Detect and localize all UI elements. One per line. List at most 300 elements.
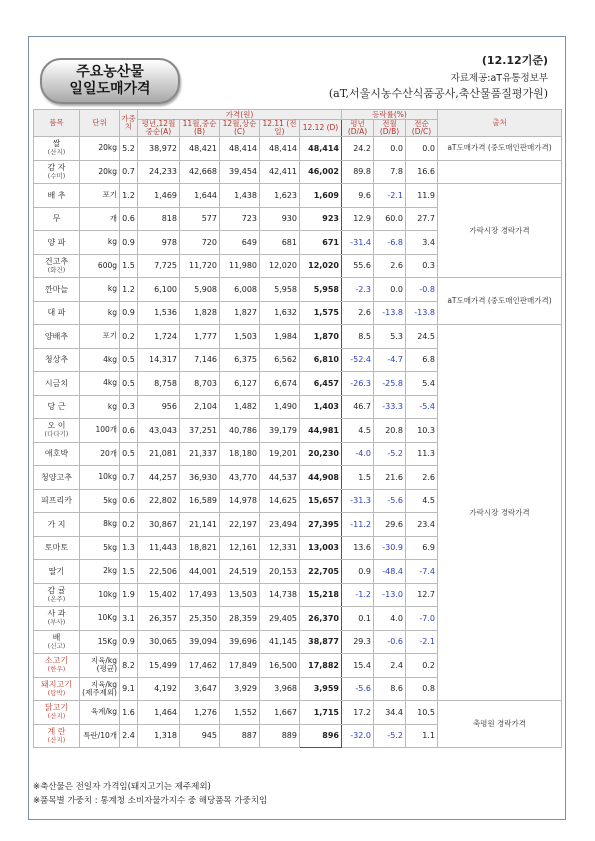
change-db-cell: 8.6 [374,677,406,701]
header-col-b: 11월,중순 (B) [180,120,220,137]
price-prev-cell: 889 [260,724,300,748]
price-today-cell: 5,958 [300,278,342,302]
price-c-cell: 22,197 [220,513,260,537]
change-dc-cell: 11.3 [406,442,438,466]
price-table [33,109,562,748]
price-prev-cell: 1,984 [260,325,300,349]
unit-cell: 5kg [80,489,120,513]
price-b-cell: 945 [180,724,220,748]
price-prev-cell: 20,153 [260,560,300,584]
price-b-cell: 2,104 [180,395,220,419]
price-c-cell: 1,482 [220,395,260,419]
weight-cell: 0.5 [120,372,138,396]
unit-cell: 15Kg [80,630,120,654]
price-b-cell: 25,350 [180,607,220,631]
item-name: 애호박 [44,449,69,459]
price-a-cell: 15,402 [138,583,180,607]
price-today-cell: 44,908 [300,466,342,490]
price-a-cell: 24,233 [138,160,180,184]
price-a-cell: 26,357 [138,607,180,631]
change-db-cell: 0.0 [374,278,406,302]
source-cell: 축평원 경락가격 [438,701,562,748]
item-name: 양배추 [44,331,69,341]
change-db-cell: 4.0 [374,607,406,631]
unit-cell: 100개 [80,419,120,443]
price-a-cell: 44,257 [138,466,180,490]
change-db-cell: -0.6 [374,630,406,654]
weight-cell: 2.4 [120,724,138,748]
price-a-cell: 1,318 [138,724,180,748]
item-name-cell [34,137,80,161]
weight-cell: 0.9 [120,630,138,654]
weight-cell: 1.5 [120,560,138,584]
price-a-cell: 8,758 [138,372,180,396]
change-dc-cell: -7.0 [406,607,438,631]
unit-cell: 20kg [80,137,120,161]
price-c-cell: 14,978 [220,489,260,513]
item-name: 감 귤 [47,585,66,595]
change-db-cell: 29.6 [374,513,406,537]
item-subname: (수미) [47,171,66,180]
item-name-cell [34,254,80,278]
change-db-cell: -5.2 [374,442,406,466]
change-da-cell: -11.2 [342,513,374,537]
unit-cell: 10Kg [80,607,120,631]
price-today-cell: 48,414 [300,137,342,161]
change-dc-cell: 10.3 [406,419,438,443]
weight-cell: 8.2 [120,654,138,678]
item-name: 배 [52,632,61,642]
item-name: 배 추 [47,190,66,200]
price-today-cell: 1,609 [300,184,342,208]
change-db-cell: 5.3 [374,325,406,349]
change-dc-cell: 5.4 [406,372,438,396]
header-col-db: 전월 (D/B) [374,120,406,137]
price-c-cell: 48,414 [220,137,260,161]
data-provider: 자료제공:aT유통정보부 [450,73,548,84]
source-cell: aT도매가격 (중도매인판매가격) [438,137,562,161]
item-name-cell [34,560,80,584]
price-prev-cell: 3,968 [260,677,300,701]
price-prev-cell: 12,020 [260,254,300,278]
header-col-prev: 12.11 (전일) [260,120,300,137]
price-table-body [34,137,562,748]
unit-cell: 10kg [80,583,120,607]
price-prev-cell: 44,537 [260,466,300,490]
change-dc-cell: 16.6 [406,160,438,184]
price-a-cell: 956 [138,395,180,419]
item-name-cell [34,583,80,607]
change-dc-cell: 3.4 [406,231,438,255]
price-c-cell: 6,375 [220,348,260,372]
item-name: 피프리카 [41,496,72,506]
item-name-cell [34,442,80,466]
price-a-cell: 30,065 [138,630,180,654]
price-b-cell: 36,930 [180,466,220,490]
change-da-cell: 2.6 [342,301,374,325]
change-da-cell: -32.0 [342,724,374,748]
change-da-cell: -31.3 [342,489,374,513]
price-today-cell: 22,705 [300,560,342,584]
unit-cell: 20개 [80,442,120,466]
item-name-cell [34,701,80,725]
unit-cell: kg [80,278,120,302]
item-name-cell [34,630,80,654]
price-today-cell: 17,882 [300,654,342,678]
price-today-cell: 15,657 [300,489,342,513]
price-a-cell: 11,443 [138,536,180,560]
change-db-cell: -13.0 [374,583,406,607]
change-dc-cell: 0.2 [406,654,438,678]
price-today-cell: 923 [300,207,342,231]
price-b-cell: 21,141 [180,513,220,537]
price-c-cell: 887 [220,724,260,748]
item-name-cell [34,160,80,184]
change-dc-cell: 27.7 [406,207,438,231]
header-source: 출처 [438,110,562,137]
change-dc-cell: -2.1 [406,630,438,654]
unit-cell: 육계/kg [80,701,120,725]
item-name: 건고추 [44,256,69,266]
item-name: 오 이 [47,421,66,431]
item-name-cell [34,372,80,396]
price-c-cell: 1,503 [220,325,260,349]
weight-cell: 0.6 [120,207,138,231]
change-db-cell: 0.0 [374,137,406,161]
weight-cell: 0.6 [120,419,138,443]
price-a-cell: 4,192 [138,677,180,701]
price-prev-cell: 6,562 [260,348,300,372]
change-db-cell: 2.6 [374,254,406,278]
price-today-cell: 38,877 [300,630,342,654]
weight-cell: 0.9 [120,301,138,325]
item-name: 양 파 [47,237,66,247]
price-b-cell: 1,828 [180,301,220,325]
change-da-cell: 0.9 [342,560,374,584]
unit-cell: 지육/kg (제주제외) [80,677,120,701]
header-weight: 가중치 [120,110,138,137]
price-a-cell: 1,724 [138,325,180,349]
price-today-cell: 26,370 [300,607,342,631]
price-a-cell: 15,499 [138,654,180,678]
price-b-cell: 11,720 [180,254,220,278]
price-today-cell: 13,003 [300,536,342,560]
change-db-cell: 2.4 [374,654,406,678]
price-a-cell: 30,867 [138,513,180,537]
price-a-cell: 818 [138,207,180,231]
price-prev-cell: 39,179 [260,419,300,443]
item-name-cell [34,677,80,701]
price-a-cell: 38,972 [138,137,180,161]
weight-cell: 1.5 [120,254,138,278]
item-name: 가 지 [47,519,66,529]
footnote-livestock: ※축산물은 전일자 가격임(돼지고기는 제주제외) [33,782,211,792]
change-da-cell: -52.4 [342,348,374,372]
change-dc-cell: 6.8 [406,348,438,372]
change-da-cell: 29.3 [342,630,374,654]
change-db-cell: 7.8 [374,160,406,184]
price-c-cell: 18,180 [220,442,260,466]
price-prev-cell: 1,490 [260,395,300,419]
title-line-2: 일일도매가격 [69,81,151,97]
price-prev-cell: 930 [260,207,300,231]
item-name-cell [34,184,80,208]
price-a-cell: 21,081 [138,442,180,466]
unit-cell: 특란/10개 [80,724,120,748]
price-b-cell: 37,251 [180,419,220,443]
price-b-cell: 3,647 [180,677,220,701]
change-dc-cell: -0.8 [406,278,438,302]
footnote-weights: ※품목별 가중치 : 통계청 소비자물가지수 중 해당품목 가중치임 [33,796,268,806]
item-name-cell [34,654,80,678]
price-today-cell: 671 [300,231,342,255]
item-name-cell [34,419,80,443]
change-da-cell: 15.4 [342,654,374,678]
item-subname: (한우) [47,665,66,674]
change-da-cell: -4.0 [342,442,374,466]
price-prev-cell: 42,411 [260,160,300,184]
price-a-cell: 978 [138,231,180,255]
change-da-cell: -31.4 [342,231,374,255]
price-b-cell: 16,589 [180,489,220,513]
price-c-cell: 12,161 [220,536,260,560]
weight-cell: 5.2 [120,137,138,161]
item-subname: (부사) [47,618,66,627]
item-name-cell [34,724,80,748]
change-da-cell: 24.2 [342,137,374,161]
price-prev-cell: 5,958 [260,278,300,302]
weight-cell: 1.6 [120,701,138,725]
price-b-cell: 42,668 [180,160,220,184]
price-a-cell: 22,802 [138,489,180,513]
price-prev-cell: 16,500 [260,654,300,678]
price-prev-cell: 12,331 [260,536,300,560]
price-b-cell: 17,493 [180,583,220,607]
weight-cell: 1.2 [120,184,138,208]
table-row [34,160,562,184]
price-c-cell: 6,127 [220,372,260,396]
price-today-cell: 896 [300,724,342,748]
item-name-cell [34,466,80,490]
price-today-cell: 6,457 [300,372,342,396]
unit-cell: kg [80,231,120,255]
change-db-cell: 20.8 [374,419,406,443]
price-prev-cell: 681 [260,231,300,255]
change-dc-cell: 0.0 [406,137,438,161]
unit-cell: 포기 [80,325,120,349]
unit-cell: 개 [80,207,120,231]
change-da-cell: -2.3 [342,278,374,302]
change-dc-cell: 1.1 [406,724,438,748]
header-unit: 단위 [80,110,120,137]
price-b-cell: 1,644 [180,184,220,208]
change-da-cell: 13.6 [342,536,374,560]
price-a-cell: 43,043 [138,419,180,443]
weight-cell: 0.2 [120,513,138,537]
price-c-cell: 649 [220,231,260,255]
item-name: 당 근 [47,402,66,412]
source-cell: 가락시장 경락가격 [438,325,562,701]
source-cell [438,160,562,184]
item-subname: (산지) [47,735,66,744]
weight-cell: 0.5 [120,442,138,466]
price-prev-cell: 6,674 [260,372,300,396]
weight-cell: 1.9 [120,583,138,607]
table-row [34,184,562,208]
price-a-cell: 1,536 [138,301,180,325]
provider-organizations: (aT,서울시농수산식품공사,축산물품질평가원) [328,87,548,100]
header-col-a: 평년,12월 중순(A) [138,120,180,137]
item-name: 깐마늘 [44,284,69,294]
change-db-cell: 21.6 [374,466,406,490]
change-dc-cell: 0.3 [406,254,438,278]
change-da-cell: -26.3 [342,372,374,396]
weight-cell: 1.2 [120,278,138,302]
price-c-cell: 6,008 [220,278,260,302]
change-da-cell: 4.5 [342,419,374,443]
item-name-cell [34,513,80,537]
price-b-cell: 5,908 [180,278,220,302]
price-b-cell: 48,421 [180,137,220,161]
price-a-cell: 22,506 [138,560,180,584]
unit-cell: kg [80,395,120,419]
item-name-cell [34,536,80,560]
table-row [34,278,562,302]
price-c-cell: 11,980 [220,254,260,278]
change-dc-cell: 6.9 [406,536,438,560]
price-prev-cell: 14,625 [260,489,300,513]
change-db-cell: -13.8 [374,301,406,325]
weight-cell: 0.6 [120,489,138,513]
price-prev-cell: 23,494 [260,513,300,537]
change-da-cell: 12.9 [342,207,374,231]
item-name: 쌀 [52,139,61,149]
change-da-cell: 17.2 [342,701,374,725]
change-dc-cell: 23.4 [406,513,438,537]
price-today-cell: 1,403 [300,395,342,419]
change-dc-cell: 24.5 [406,325,438,349]
price-today-cell: 44,981 [300,419,342,443]
item-name: 청양고추 [41,472,72,482]
item-name-cell [34,489,80,513]
change-db-cell: -33.3 [374,395,406,419]
price-c-cell: 28,359 [220,607,260,631]
table-row [34,701,562,725]
header-col-c: 12월,상순 (C) [220,120,260,137]
change-dc-cell: 11.9 [406,184,438,208]
price-prev-cell: 1,632 [260,301,300,325]
table-row [34,137,562,161]
item-name-cell [34,207,80,231]
change-db-cell: 34.4 [374,701,406,725]
change-db-cell: -4.7 [374,348,406,372]
price-a-cell: 14,317 [138,348,180,372]
price-today-cell: 15,218 [300,583,342,607]
price-today-cell: 20,230 [300,442,342,466]
item-name-cell [34,325,80,349]
unit-cell: 600g [80,254,120,278]
item-name: 감 자 [47,162,66,172]
item-name-cell [34,607,80,631]
price-a-cell: 6,100 [138,278,180,302]
price-b-cell: 7,146 [180,348,220,372]
unit-cell: 8kg [80,513,120,537]
price-today-cell: 27,395 [300,513,342,537]
change-da-cell: 0.1 [342,607,374,631]
price-c-cell: 13,503 [220,583,260,607]
footnotes [33,780,267,808]
item-name: 딸기 [48,566,65,576]
unit-cell: 20kg [80,160,120,184]
weight-cell: 0.5 [120,348,138,372]
price-c-cell: 1,827 [220,301,260,325]
price-today-cell: 46,002 [300,160,342,184]
price-prev-cell: 48,414 [260,137,300,161]
item-subname: (탕박) [47,688,66,697]
title-badge [40,58,180,104]
change-dc-cell: 4.5 [406,489,438,513]
header-change-group: 등락률(%) [342,110,438,120]
price-prev-cell: 14,738 [260,583,300,607]
price-b-cell: 21,337 [180,442,220,466]
change-da-cell: -5.6 [342,677,374,701]
item-name: 청상추 [44,355,69,365]
item-name: 사 과 [47,609,66,619]
title-line-1: 주요농산물 [76,64,144,80]
price-today-cell: 6,810 [300,348,342,372]
header-col-d: 12.12 (D) [300,120,342,137]
weight-cell: 0.2 [120,325,138,349]
change-da-cell: 9.6 [342,184,374,208]
change-dc-cell: 12.7 [406,583,438,607]
price-b-cell: 577 [180,207,220,231]
date-label: (12.12기준) [481,54,548,67]
weight-cell: 0.3 [120,395,138,419]
item-name: 무 [52,214,61,224]
change-dc-cell: -5.4 [406,395,438,419]
weight-cell: 3.1 [120,607,138,631]
change-dc-cell: 0.8 [406,677,438,701]
unit-cell: 5kg [80,536,120,560]
table-row [34,325,562,349]
change-da-cell: 89.8 [342,160,374,184]
price-a-cell: 1,469 [138,184,180,208]
change-db-cell: -6.8 [374,231,406,255]
change-da-cell: 46.7 [342,395,374,419]
unit-cell: 10kg [80,466,120,490]
item-name-cell [34,278,80,302]
price-prev-cell: 29,405 [260,607,300,631]
price-prev-cell: 1,667 [260,701,300,725]
change-dc-cell: -7.4 [406,560,438,584]
item-name: 계 란 [47,726,66,736]
weight-cell: 1.3 [120,536,138,560]
price-b-cell: 44,001 [180,560,220,584]
price-c-cell: 17,849 [220,654,260,678]
price-c-cell: 40,786 [220,419,260,443]
weight-cell: 0.9 [120,231,138,255]
price-today-cell: 1,870 [300,325,342,349]
item-name-cell [34,301,80,325]
item-name: 닭고기 [44,703,69,713]
price-today-cell: 1,575 [300,301,342,325]
item-subname: (산지) [47,148,66,157]
item-name: 돼지고기 [41,679,72,689]
item-name-cell [34,231,80,255]
header-price-group: 가격(원) [138,110,342,120]
price-b-cell: 17,462 [180,654,220,678]
price-c-cell: 39,696 [220,630,260,654]
